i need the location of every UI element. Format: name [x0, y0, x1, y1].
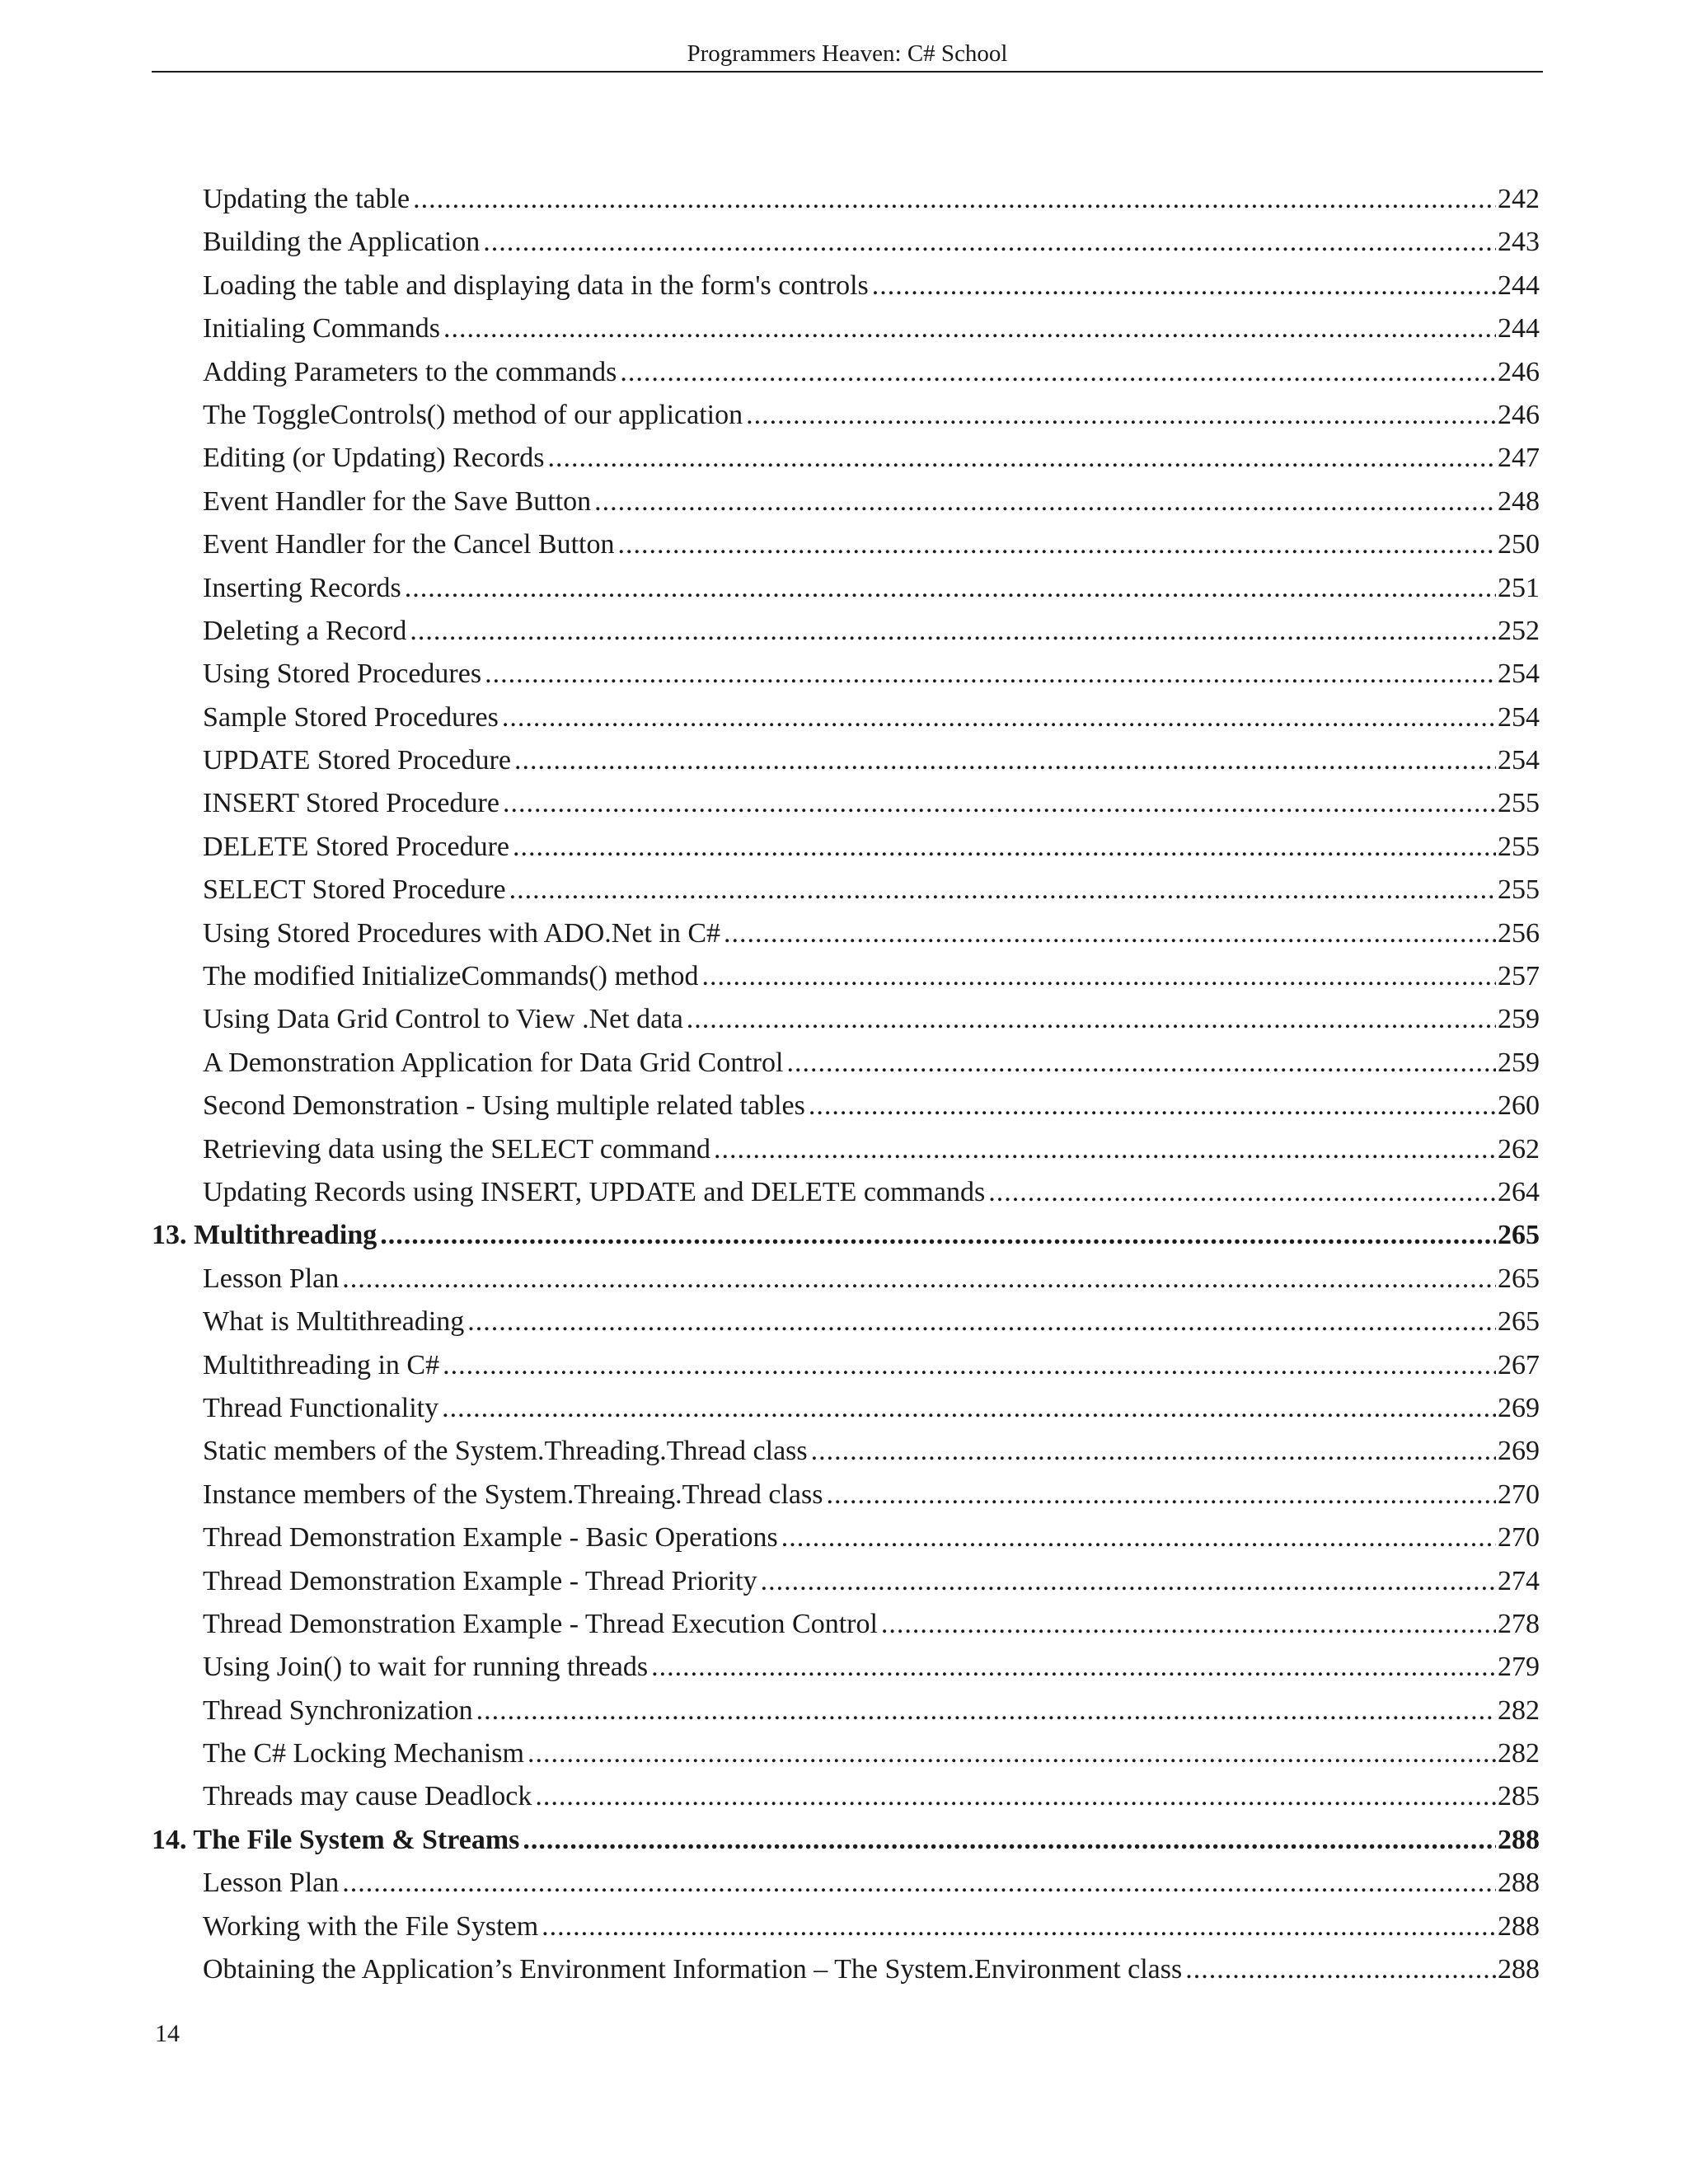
header-title: Programmers Heaven: C# School	[687, 40, 1008, 67]
toc-dot-leader	[811, 1430, 1496, 1473]
toc-section-entry[interactable]	[152, 1948, 1540, 1991]
toc-dot-leader	[872, 265, 1496, 307]
toc-dot-leader	[342, 1862, 1496, 1905]
toc-section-entry[interactable]	[152, 1042, 1540, 1085]
toc-section-entry[interactable]	[152, 610, 1540, 653]
toc-section-entry[interactable]	[152, 1560, 1540, 1603]
toc-dot-leader	[514, 739, 1496, 782]
toc-dot-leader	[410, 610, 1496, 653]
toc-section-entry[interactable]	[152, 394, 1540, 437]
toc-dot-leader	[509, 869, 1496, 912]
toc-entry-page: 254	[1498, 658, 1540, 690]
toc-section-entry[interactable]	[152, 178, 1540, 221]
toc-entry-title: 14. The File System & Streams	[152, 1824, 520, 1855]
toc-section-entry[interactable]	[152, 869, 1540, 912]
toc-section-entry[interactable]	[152, 1171, 1540, 1214]
toc-dot-leader	[467, 1301, 1496, 1343]
toc-entry-page: 282	[1498, 1694, 1540, 1726]
toc-section-entry[interactable]	[152, 1128, 1540, 1171]
toc-dot-leader	[594, 480, 1496, 523]
toc-entry-page: 288	[1498, 1824, 1540, 1855]
toc-section-entry[interactable]	[152, 1387, 1540, 1430]
toc-entry-title: Loading the table and displaying data in the form's controls	[203, 269, 869, 301]
toc-entry-title: Using Stored Procedures with ADO.Net in C#	[203, 917, 721, 949]
toc-section-entry[interactable]	[152, 1516, 1540, 1559]
toc-entry-title: Static members of the System.Threading.Thread class	[203, 1436, 808, 1467]
toc-entry-page: 255	[1498, 874, 1540, 906]
toc-dot-leader	[988, 1171, 1496, 1214]
toc-section-entry[interactable]	[152, 1862, 1540, 1905]
toc-dot-leader	[443, 1344, 1496, 1387]
toc-dot-leader	[1185, 1948, 1496, 1991]
toc-entry-page: 274	[1498, 1565, 1540, 1596]
toc-entry-page: 282	[1498, 1738, 1540, 1769]
toc-entry-page: 265	[1498, 1306, 1540, 1338]
toc-entry-page: 250	[1498, 529, 1540, 560]
toc-dot-leader	[513, 826, 1496, 869]
toc-section-entry[interactable]	[152, 998, 1540, 1041]
toc-entry-title: Thread Functionality	[203, 1392, 439, 1423]
toc-entry-page: 288	[1498, 1868, 1540, 1899]
toc-dot-leader	[442, 1387, 1496, 1430]
toc-section-entry[interactable]	[152, 1690, 1540, 1732]
toc-entry-title: Lesson Plan	[203, 1263, 340, 1294]
toc-entry-page: 259	[1498, 1004, 1540, 1035]
toc-entry-title: Building the Application	[203, 227, 481, 258]
toc-section-entry[interactable]	[152, 1775, 1540, 1818]
toc-dot-leader	[617, 523, 1496, 566]
toc-entry-page: 255	[1498, 788, 1540, 819]
toc-entry-page: 255	[1498, 831, 1540, 862]
toc-section-entry[interactable]	[152, 653, 1540, 696]
toc-entry-page: 252	[1498, 615, 1540, 646]
toc-dot-leader	[528, 1732, 1496, 1775]
toc-dot-leader	[342, 1258, 1496, 1301]
toc-entry-page: 244	[1498, 313, 1540, 344]
toc-entry-title: Deleting a Record	[203, 615, 407, 646]
toc-section-entry[interactable]	[152, 696, 1540, 739]
toc-entry-page: 288	[1498, 1954, 1540, 1985]
toc-entry-title: Lesson Plan	[203, 1868, 340, 1899]
toc-entry-page: 269	[1498, 1436, 1540, 1467]
toc-entry-title: Initialing Commands	[203, 313, 441, 344]
toc-entry-page: 246	[1498, 399, 1540, 430]
toc-entry-title: Second Demonstration - Using multiple related tables	[203, 1090, 805, 1122]
toc-section-entry[interactable]	[152, 1258, 1540, 1301]
toc-entry-title: Event Handler for the Cancel Button	[203, 529, 615, 560]
toc-dot-leader	[523, 1819, 1496, 1862]
toc-entry-title: Using Join() to wait for running threads	[203, 1652, 649, 1683]
toc-section-entry[interactable]	[152, 1430, 1540, 1473]
toc-entry-title: The ToggleControls() method of our application	[203, 399, 743, 430]
toc-entry-title: Thread Demonstration Example - Basic Operations	[203, 1522, 778, 1554]
table-of-contents	[152, 178, 1540, 1991]
toc-dot-leader	[548, 437, 1496, 480]
toc-section-entry[interactable]	[152, 1905, 1540, 1948]
toc-entry-page: 288	[1498, 1910, 1540, 1942]
toc-entry-page: 265	[1498, 1220, 1540, 1251]
toc-entry-title: Using Stored Procedures	[203, 658, 482, 690]
toc-entry-page: 246	[1498, 356, 1540, 387]
toc-entry-title: Working with the File System	[203, 1910, 539, 1942]
toc-entry-page: 247	[1498, 443, 1540, 474]
toc-entry-title: Updating the table	[203, 184, 410, 214]
toc-entry-page: 270	[1498, 1479, 1540, 1510]
toc-entry-page: 262	[1498, 1133, 1540, 1165]
toc-entry-page: 279	[1498, 1652, 1540, 1683]
toc-dot-leader	[405, 567, 1496, 610]
toc-entry-title: 13. Multithreading	[152, 1220, 377, 1251]
toc-entry-page: 251	[1498, 572, 1540, 603]
toc-entry-title: The modified InitializeCommands() method	[203, 961, 699, 992]
toc-section-entry[interactable]	[152, 826, 1540, 869]
toc-entry-title: Thread Synchronization	[203, 1694, 473, 1726]
toc-entry-page: 248	[1498, 485, 1540, 517]
toc-entry-page: 264	[1498, 1176, 1540, 1207]
toc-dot-leader	[651, 1646, 1496, 1689]
toc-dot-leader	[714, 1128, 1496, 1171]
toc-section-entry[interactable]	[152, 1474, 1540, 1516]
toc-dot-leader	[485, 653, 1496, 696]
toc-section-entry[interactable]	[152, 523, 1540, 566]
toc-section-entry[interactable]	[152, 480, 1540, 523]
toc-entry-page: 254	[1498, 745, 1540, 776]
toc-dot-leader	[881, 1603, 1496, 1646]
toc-dot-leader	[781, 1516, 1496, 1559]
toc-entry-page: 270	[1498, 1522, 1540, 1554]
toc-entry-title: Multithreading in C#	[203, 1349, 440, 1380]
toc-dot-leader	[380, 1214, 1496, 1257]
toc-dot-leader	[826, 1474, 1496, 1516]
toc-dot-leader	[535, 1775, 1496, 1818]
toc-dot-leader	[542, 1905, 1496, 1948]
toc-section-entry[interactable]	[152, 739, 1540, 782]
toc-entry-page: 267	[1498, 1349, 1540, 1380]
toc-entry-page: 285	[1498, 1781, 1540, 1812]
toc-entry-title: Instance members of the System.Threaing.Thread class	[203, 1479, 823, 1510]
toc-entry-page: 278	[1498, 1608, 1540, 1639]
page-number: 14	[155, 2020, 180, 2047]
toc-dot-leader	[746, 394, 1496, 437]
toc-section-entry[interactable]	[152, 265, 1540, 307]
toc-section-entry[interactable]	[152, 437, 1540, 480]
toc-section-entry[interactable]	[152, 351, 1540, 394]
toc-entry-title: Sample Stored Procedures	[203, 701, 499, 733]
toc-section-entry[interactable]	[152, 912, 1540, 955]
toc-entry-title: Editing (or Updating) Records	[203, 443, 545, 474]
toc-dot-leader	[476, 1690, 1496, 1732]
toc-entry-title: DELETE Stored Procedure	[203, 831, 509, 862]
toc-entry-title: What is Multithreading	[203, 1306, 465, 1338]
toc-section-entry[interactable]	[152, 1344, 1540, 1387]
toc-section-entry[interactable]	[152, 1301, 1540, 1343]
toc-section-entry[interactable]	[152, 307, 1540, 350]
toc-entry-page: 242	[1498, 184, 1540, 214]
toc-entry-page: 260	[1498, 1090, 1540, 1122]
toc-entry-title: UPDATE Stored Procedure	[203, 745, 511, 776]
toc-entry-page: 256	[1498, 917, 1540, 949]
toc-entry-page: 243	[1498, 227, 1540, 258]
toc-entry-title: Inserting Records	[203, 572, 401, 603]
toc-section-entry[interactable]	[152, 567, 1540, 610]
toc-section-entry[interactable]	[152, 1085, 1540, 1127]
toc-chapter-entry[interactable]	[152, 1214, 1540, 1257]
toc-entry-title: INSERT Stored Procedure	[203, 788, 499, 819]
toc-section-entry[interactable]	[152, 782, 1540, 825]
toc-chapter-entry[interactable]	[152, 1819, 1540, 1862]
toc-entry-page: 259	[1498, 1047, 1540, 1078]
toc-entry-page: 244	[1498, 269, 1540, 301]
toc-dot-leader	[809, 1085, 1496, 1127]
toc-dot-leader	[503, 782, 1496, 825]
toc-entry-title: Updating Records using INSERT, UPDATE and DELETE commands	[203, 1176, 986, 1207]
toc-entry-title: A Demonstration Application for Data Grid Control	[203, 1047, 784, 1078]
toc-dot-leader	[502, 696, 1496, 739]
toc-entry-title: Thread Demonstration Example - Thread Execution Control	[203, 1608, 878, 1639]
toc-dot-leader	[687, 998, 1496, 1041]
toc-entry-title: SELECT Stored Procedure	[203, 874, 506, 906]
toc-entry-page: 269	[1498, 1392, 1540, 1423]
toc-dot-leader	[761, 1560, 1496, 1603]
toc-entry-page: 257	[1498, 961, 1540, 992]
toc-dot-leader	[443, 307, 1496, 350]
toc-entry-page: 265	[1498, 1263, 1540, 1294]
toc-entry-title: Thread Demonstration Example - Thread Priority	[203, 1565, 757, 1596]
toc-entry-title: Retrieving data using the SELECT command	[203, 1133, 710, 1165]
toc-dot-leader	[724, 912, 1496, 955]
toc-entry-title: Event Handler for the Save Button	[203, 485, 592, 517]
toc-section-entry[interactable]	[152, 221, 1540, 264]
toc-section-entry[interactable]	[152, 1603, 1540, 1646]
toc-section-entry[interactable]	[152, 955, 1540, 998]
toc-entry-title: Using Data Grid Control to View .Net data	[203, 1004, 683, 1035]
toc-dot-leader	[413, 178, 1496, 221]
toc-section-entry[interactable]	[152, 1732, 1540, 1775]
page-header	[152, 36, 1543, 73]
toc-dot-leader	[786, 1042, 1496, 1085]
toc-entry-title: Adding Parameters to the commands	[203, 356, 617, 387]
toc-entry-page: 254	[1498, 701, 1540, 733]
toc-dot-leader	[620, 351, 1496, 394]
toc-entry-title: Obtaining the Application’s Environment Information – The System.Environment class	[203, 1954, 1183, 1985]
toc-dot-leader	[483, 221, 1496, 264]
toc-section-entry[interactable]	[152, 1646, 1540, 1689]
toc-entry-title: Threads may cause Deadlock	[203, 1781, 532, 1812]
toc-entry-title: The C# Locking Mechanism	[203, 1738, 524, 1769]
toc-dot-leader	[701, 955, 1496, 998]
